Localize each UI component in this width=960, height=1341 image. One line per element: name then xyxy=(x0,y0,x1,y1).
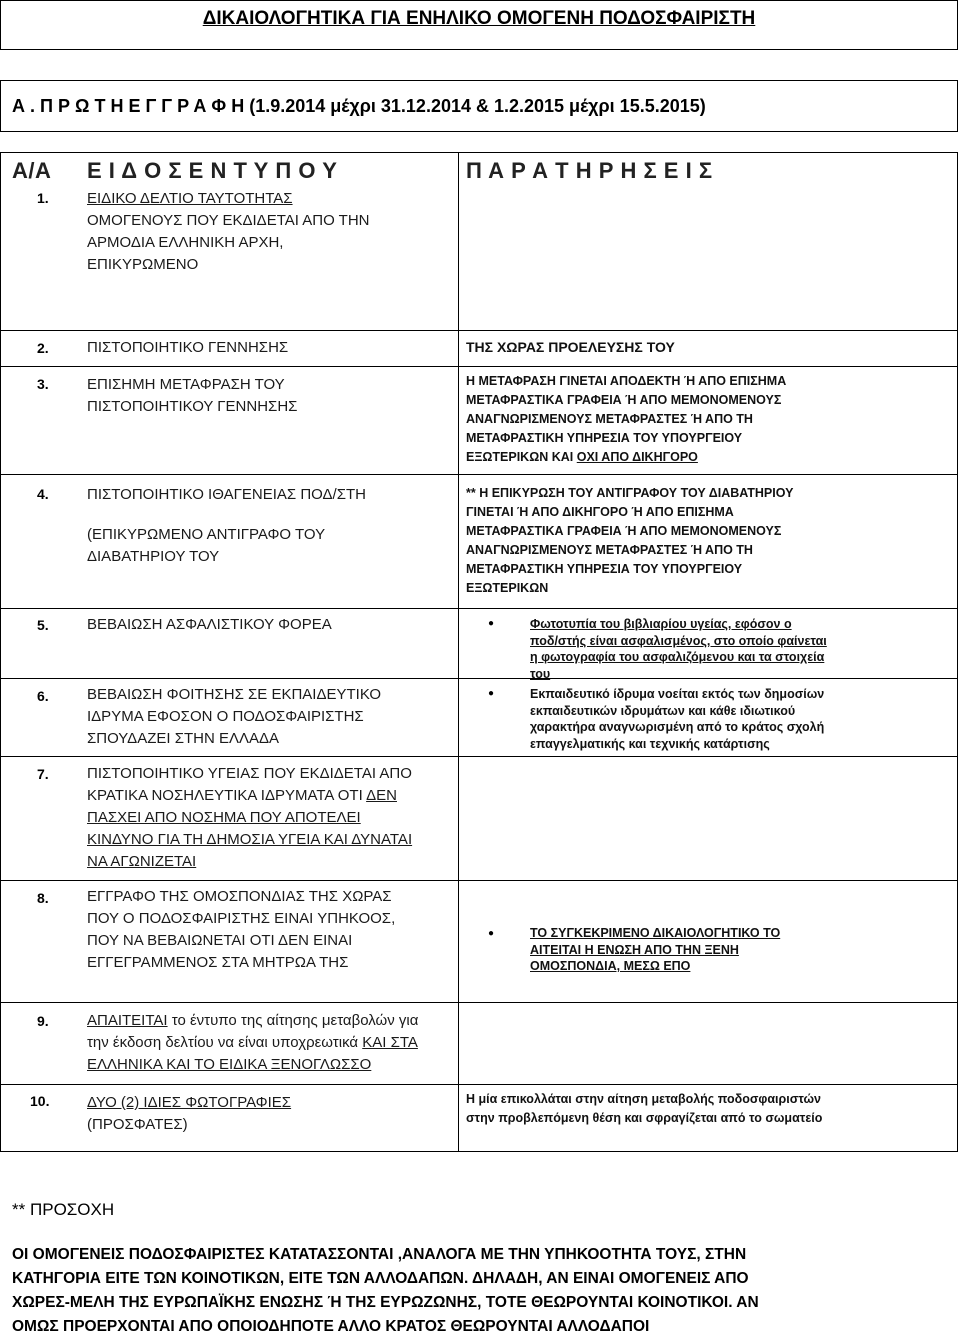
doc-line: ΕΓΓΡΑΦΟ ΤΗΣ ΟΜΟΣΠΟΝΔΙΑΣ ΤΗΣ ΧΩΡΑΣ xyxy=(87,888,392,905)
row-remark xyxy=(466,338,675,357)
row-document xyxy=(87,763,412,873)
doc-text-underlined: ΔΕΝ xyxy=(366,787,397,804)
row-document xyxy=(87,886,395,974)
remark-line: ΜΕΤΑΦΡΑΣΤΙΚΑ ΓΡΑΦΕΙΑ Ή ΑΠΟ ΜΕΜΟΝΟΜΕΝΟΥΣ xyxy=(466,524,782,538)
remark-line: ΕΞΩΤΕΡΙΚΩΝ xyxy=(466,581,549,595)
doc-line xyxy=(87,785,412,807)
row-number: 10. xyxy=(30,1093,50,1109)
remark-line: του xyxy=(530,666,551,681)
doc-line: ΠΙΣΤΟΠΟΙΗΤΙΚΟ ΓΕΝΝΗΣΗΣ xyxy=(87,339,289,356)
remark-line: εκπαιδευτικών ιδρυμάτων και κάθε ιδιωτικού xyxy=(530,703,796,718)
remark-text: ΕΞΩΤΕΡΙΚΩΝ ΚΑΙ xyxy=(466,450,577,464)
bullet-icon: ● xyxy=(488,618,495,629)
row-number: 9. xyxy=(37,1013,49,1029)
row-number: 7. xyxy=(37,766,49,782)
row-number: 6. xyxy=(37,688,49,704)
row-divider xyxy=(0,1084,958,1085)
row-divider xyxy=(0,474,958,475)
remark-line: επαγγελματικής και τεχνικής κατάρτισης xyxy=(530,736,770,751)
footer-note xyxy=(12,1243,952,1339)
doc-line: ΕΠΙΣΗΜΗ ΜΕΤΑΦΡΑΣΗ ΤΟΥ xyxy=(87,376,285,393)
row-number: 2. xyxy=(37,340,49,356)
doc-text-underlined: ΑΠΑΙΤΕΙΤΑΙ xyxy=(87,1012,168,1029)
remark-line: ποδ/στής είναι ασφαλισμένος, στο οποίο φαίνεται xyxy=(530,633,827,648)
row-document xyxy=(87,684,381,750)
page-title: ΔΙΚΑΙΟΛΟΓΗΤΙΚΑ ΓΙΑ ΕΝΗΛΙΚΟ ΟΜΟΓΕΝΗ ΠΟΔΟΣΦΑΙΡΙΣΤΗ xyxy=(202,8,756,29)
row-document xyxy=(87,188,370,276)
row-number: 3. xyxy=(37,376,49,392)
row-document xyxy=(87,1092,291,1136)
doc-line: ΕΙΔΙΚΟ ΔΕΛΤΙΟ ΤΑΥΤΟΤΗΤΑΣ xyxy=(87,190,293,207)
doc-text-underlined: ΚΑΙ ΣΤΑ xyxy=(362,1034,418,1051)
row-remark xyxy=(530,925,780,975)
doc-line: ΠΙΣΤΟΠΟΙΗΤΙΚΟ ΙΘΑΓΕΝΕΙΑΣ ΠΟΔ/ΣΤΗ xyxy=(87,486,366,503)
header-num: Α/Α xyxy=(12,158,52,183)
remark-line: ΟΜΟΣΠΟΝΔΙΑ, ΜΕΣΩ ΕΠΟ xyxy=(530,959,691,973)
row-divider xyxy=(0,880,958,881)
doc-line: ΝΑ ΑΓΩΝΙΖΕΤΑΙ xyxy=(87,853,197,870)
footer-line: ΧΩΡΕΣ-ΜΕΛΗ ΤΗΣ ΕΥΡΩΠΑΪΚΗΣ ΕΝΩΣΗΣ Ή ΤΗΣ ΕΥΡΩΖΩΝΗΣ, ΤΟΤΕ ΘΕΩΡΟΥΝΤΑΙ ΚΟΙΝΟΤΙΚΟΙ. ΑΝ xyxy=(12,1294,759,1311)
doc-text: την έκδοση δελτίου να είναι υποχρεωτικά xyxy=(87,1034,363,1051)
row-remark xyxy=(466,1090,822,1128)
bullet-icon: ● xyxy=(488,928,495,939)
remark-text-underlined: ΟΧΙ ΑΠΟ ΔΙΚΗΓΟΡΟ xyxy=(576,450,698,464)
doc-line: ΒΕΒΑΙΩΣΗ ΑΣΦΑΛΙΣΤΙΚΟΥ ΦΟΡΕΑ xyxy=(87,616,332,633)
remark-line: ΜΕΤΑΦΡΑΣΤΙΚΗ ΥΠΗΡΕΣΙΑ ΤΟΥ ΥΠΟΥΡΓΕΙΟΥ xyxy=(466,562,743,576)
doc-line: ΕΓΓΕΓΡΑΜΜΕΝΟΣ ΣΤΑ ΜΗΤΡΩΑ ΤΗΣ xyxy=(87,954,349,971)
remark-line: στην προβλεπόμενη θέση και σφραγίζεται από το σωματείο xyxy=(466,1111,823,1125)
doc-line: ΕΛΛΗΝΙΚΑ ΚΑΙ ΤΟ ΕΙΔΙΚΑ ΞΕΝΟΓΛΩΣΣΟ xyxy=(87,1056,372,1073)
doc-line: ΚΙΝΔΥΝΟ ΓΙΑ ΤΗ ΔΗΜΟΣΙΑ ΥΓΕΙΑ ΚΑΙ ΔΥΝΑΤΑΙ xyxy=(87,831,413,848)
doc-line: ΠΑΣΧΕΙ ΑΠΟ ΝΟΣΗΜΑ ΠΟΥ ΑΠΟΤΕΛΕΙ xyxy=(87,809,361,826)
remark-line: ΑΝΑΓΝΩΡΙΣΜΕΝΟΥΣ ΜΕΤΑΦΡΑΣΤΕΣ Ή ΑΠΟ ΤΗ xyxy=(466,543,753,557)
row-divider xyxy=(0,366,958,367)
row-number: 1. xyxy=(37,190,49,206)
row-remark xyxy=(466,484,793,598)
remark-line: Η μία επικολλάται στην αίτηση μεταβολής ποδοσφαιριστών xyxy=(466,1092,822,1106)
row-remark xyxy=(466,372,786,467)
doc-line: ΠΟΥ Ο ΠΟΔΟΣΦΑΙΡΙΣΤΗΣ ΕΙΝΑΙ ΥΠΗΚΟΟΣ, xyxy=(87,910,396,927)
remark-line: Φωτοτυπία του βιβλιαρίου υγείας, εφόσον ο xyxy=(530,617,792,631)
row-divider xyxy=(0,756,958,757)
doc-line xyxy=(87,1010,418,1032)
doc-line: ΠΙΣΤΟΠΟΙΗΤΙΚΟΥ ΓΕΝΝΗΣΗΣ xyxy=(87,398,298,415)
remark-line: Η ΜΕΤΑΦΡΑΣΗ ΓΙΝΕΤΑΙ ΑΠΟΔΕΚΤΗ Ή ΑΠΟ ΕΠΙΣΗΜΑ xyxy=(466,374,787,388)
doc-line: ΒΕΒΑΙΩΣΗ ΦΟΙΤΗΣΗΣ ΣΕ ΕΚΠΑΙΔΕΥΤΙΚΟ xyxy=(87,686,382,703)
doc-line: ΟΜΟΓΕΝΟΥΣ ΠΟΥ ΕΚΔΙΔΕΤΑΙ ΑΠΟ ΤΗΝ xyxy=(87,212,370,229)
page-subtitle: Α . Π Ρ Ω Τ Η Ε Γ Γ Ρ Α Φ Η (1.9.2014 μέχρι 31.12.2014 & 1.2.2015 μέχρι 15.5.2015) xyxy=(12,96,706,116)
attention-label: ** ΠΡΟΣΟΧΗ xyxy=(12,1200,115,1219)
row-number: 4. xyxy=(37,486,49,502)
remark-line: ΑΙΤΕΙΤΑΙ Η ΕΝΩΣΗ ΑΠΟ ΤΗΝ ΞΕΝΗ xyxy=(530,942,739,957)
doc-line: ΔΥΟ (2) ΙΔΙΕΣ ΦΩΤΟΓΡΑΦΙΕΣ xyxy=(87,1094,292,1111)
row-document xyxy=(87,484,366,568)
doc-text: το έντυπο της αίτησης μεταβολών για xyxy=(167,1012,419,1029)
footer-line: ΟΙ ΟΜΟΓΕΝΕΙΣ ΠΟΔΟΣΦΑΙΡΙΣΤΕΣ ΚΑΤΑΤΑΣΣΟΝΤΑΙ ,ΑΝΑΛΟΓΑ ΜΕ ΤΗΝ ΥΠΗΚΟΟΤΗΤΑ ΤΟΥΣ, ΣΤΗΝ xyxy=(12,1246,747,1263)
remark-line xyxy=(466,448,786,467)
remark-line: η φωτογραφία του ασφαλιζόμενου και τα στοιχεία xyxy=(530,650,825,664)
row-divider xyxy=(0,330,958,331)
remark-line: ΤΟ ΣΥΓΚΕΚΡΙΜΕΝΟ ΔΙΚΑΙΟΛΟΓΗΤΙΚΟ ΤΟ xyxy=(530,926,781,940)
doc-line: ΣΠΟΥΔΑΖΕΙ ΣΤΗΝ ΕΛΛΑΔΑ xyxy=(87,730,280,747)
doc-line: (ΠΡΟΣΦΑΤΕΣ) xyxy=(87,1116,188,1133)
doc-line xyxy=(87,1032,418,1054)
remark-line: ΤΗΣ ΧΩΡΑΣ ΠΡΟΕΛΕΥΣΗΣ ΤΟΥ xyxy=(466,339,675,355)
doc-line: ΕΠΙΚΥΡΩΜΕΝΟ xyxy=(87,256,199,273)
remark-line: ΑΝΑΓΝΩΡΙΣΜΕΝΟΥΣ ΜΕΤΑΦΡΑΣΤΕΣ Ή ΑΠΟ ΤΗ xyxy=(466,412,753,426)
row-divider xyxy=(0,608,958,609)
row-number: 5. xyxy=(37,617,49,633)
remark-line: ΜΕΤΑΦΡΑΣΤΙΚΑ ΓΡΑΦΕΙΑ Ή ΑΠΟ ΜΕΜΟΝΟΜΕΝΟΥΣ xyxy=(466,393,782,407)
doc-line: ΑΡΜΟΔΙΑ ΕΛΛΗΝΙΚΗ ΑΡΧΗ, xyxy=(87,234,284,251)
remark-line: Εκπαιδευτικό ίδρυμα νοείται εκτός των δημοσίων xyxy=(530,687,825,701)
row-number: 8. xyxy=(37,890,49,906)
bullet-icon: ● xyxy=(488,688,495,699)
doc-line: ΠΟΥ ΝΑ ΒΕΒΑΙΩΝΕΤΑΙ ΟΤΙ ΔΕΝ ΕΙΝΑΙ xyxy=(87,932,353,949)
row-remark xyxy=(530,686,824,752)
row-document xyxy=(87,337,288,359)
row-document xyxy=(87,614,332,636)
doc-line: ΔΙΑΒΑΤΗΡΙΟΥ ΤΟΥ xyxy=(87,548,220,565)
row-document xyxy=(87,1010,418,1076)
doc-line: ΙΔΡΥΜΑ ΕΦΟΣΟΝ Ο ΠΟΔΟΣΦΑΙΡΙΣΤΗΣ xyxy=(87,708,364,725)
row-remark xyxy=(530,616,827,682)
doc-line: (ΕΠΙΚΥΡΩΜΕΝΟ ΑΝΤΙΓΡΑΦΟ ΤΟΥ xyxy=(87,526,326,543)
header-doc: Ε Ι Δ Ο Σ Ε Ν Τ Υ Π Ο Υ xyxy=(87,158,338,183)
doc-text: ΚΡΑΤΙΚΑ ΝΟΣΗΛΕΥΤΙΚΑ ΙΔΡΥΜΑΤΑ ΟΤΙ xyxy=(87,787,367,804)
remark-line: ** Η ΕΠΙΚΥΡΩΣΗ ΤΟΥ ΑΝΤΙΓΡΑΦΟΥ ΤΟΥ ΔΙΑΒΑΤΗΡΙΟΥ xyxy=(466,486,794,500)
doc-line: ΠΙΣΤΟΠΟΙΗΤΙΚΟ ΥΓΕΙΑΣ ΠΟΥ ΕΚΔΙΔΕΤΑΙ ΑΠΟ xyxy=(87,765,412,782)
remark-line: ΜΕΤΑΦΡΑΣΤΙΚΗ ΥΠΗΡΕΣΙΑ ΤΟΥ ΥΠΟΥΡΓΕΙΟΥ xyxy=(466,431,743,445)
row-divider xyxy=(0,1002,958,1003)
footer-line: ΚΑΤΗΓΟΡΙΑ ΕΙΤΕ ΤΩΝ ΚΟΙΝΟΤΙΚΩΝ, ΕΙΤΕ ΤΩΝ ΑΛΛΟΔΑΠΩΝ. ΔΗΛΑΔΗ, ΑΝ ΕΙΝΑΙ ΟΜΟΓΕΝΕΙΣ ΑΠΟ xyxy=(12,1270,749,1287)
remark-line: ΓΙΝΕΤΑΙ Ή ΑΠΟ ΔΙΚΗΓΟΡΟ Ή ΑΠΟ ΕΠΙΣΗΜΑ xyxy=(466,505,734,519)
row-document xyxy=(87,374,297,418)
header-remarks: Π Α Ρ Α Τ Η Ρ Η Σ Ε Ι Σ xyxy=(466,158,713,183)
footer-line: ΟΜΩΣ ΠΡΟΕΡΧΟΝΤΑΙ ΑΠΟ ΟΠΟΙΟΔΗΠΟΤΕ ΑΛΛΟ ΚΡΑΤΟΣ ΘΕΩΡΟΥΝΤΑΙ ΑΛΛΟΔΑΠΟΙ xyxy=(12,1318,650,1335)
remark-line: χαρακτήρα αναγνωρισμένη από το κράτος σχολή xyxy=(530,720,825,734)
